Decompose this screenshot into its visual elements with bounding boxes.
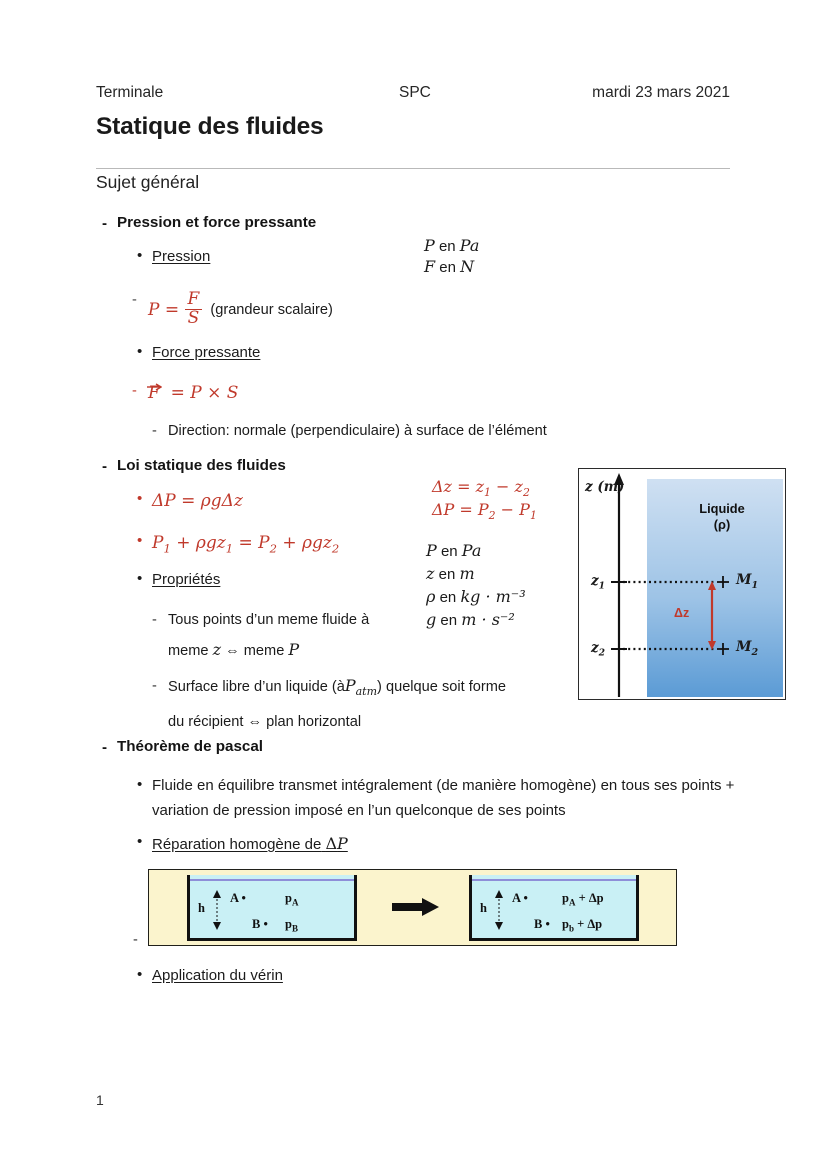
h-label-left: h <box>198 901 205 915</box>
dash-bullet-icon: - <box>102 215 108 232</box>
liquid-label: Liquide (ρ) <box>684 501 760 532</box>
unit-line: P en Pa <box>426 541 482 560</box>
vessel-right <box>469 875 639 941</box>
formula-force-row <box>132 383 239 403</box>
round-bullet-icon: • <box>137 570 143 587</box>
units-block-static-law <box>426 540 526 632</box>
subject-heading: Sujet général <box>96 172 200 192</box>
z-axis-label: z (m) <box>585 479 625 495</box>
subitem-reparation-homogene: • Réparation homogène de ΔP <box>137 833 348 853</box>
delta-z-label: Δz <box>674 606 690 620</box>
pascal-principle-figure <box>148 869 677 946</box>
header-subject: SPC <box>399 84 431 101</box>
m2-label: $M_2$ <box>736 639 759 658</box>
page-number: 1 <box>96 1092 104 1108</box>
liquid-density-label: (ρ) <box>713 517 731 532</box>
z-diagram-figure <box>578 468 786 700</box>
formula-force-definition: F = P × S <box>148 383 238 403</box>
round-bullet-icon: • <box>137 532 143 549</box>
page-title: Statique des fluides <box>96 113 324 140</box>
title-divider <box>96 168 730 169</box>
formula-static-law: $P_1 + \rho gz_1 = P_2 + \rho gz_2$ <box>152 533 340 556</box>
header-date: mardi 23 mars 2021 <box>592 84 730 101</box>
dash-bullet-icon: - <box>152 678 157 694</box>
formula-pressure-definition: P = $\frac{F}{S}$ <box>148 292 202 329</box>
pascal-statement: • Fluide en équilibre transmet intégralement (de manière homogène) en tous ses points + variation de pression imposé en l’un quelconque de ses points <box>152 773 742 823</box>
formula-delta-z-def: $\Delta z = z_1 - z_2$ <box>432 477 530 500</box>
transfer-arrow-icon <box>392 898 440 921</box>
dash-bullet-icon: - <box>102 739 108 756</box>
round-bullet-icon: • <box>137 343 143 360</box>
z1-label: $z_1$ <box>591 573 606 592</box>
vector-f-symbol: F <box>148 383 160 403</box>
point-b-right: B • <box>534 917 550 931</box>
h-label-right: h <box>480 901 487 915</box>
page-header <box>96 84 730 104</box>
subitem-pression: • Pression <box>137 247 211 265</box>
point-b-left: B • <box>252 917 268 931</box>
property-free-surface: - Surface libre d’un liquide $(àP_{atm})$ quelque soit forme du récipient ⇔ plan horizontal <box>168 671 568 737</box>
subitem-proprietes: • Propriétés <box>137 570 221 588</box>
subitem-application-verin: • Application du vérin <box>137 966 283 984</box>
section-heading-loi-statique: - Loi statique des fluides <box>102 457 286 475</box>
note-direction-row: - Direction: normale (perpendiculaire) à surface de l’élément <box>152 423 547 439</box>
pa-label-left: $p_A$ <box>285 891 299 908</box>
property-same-depth: - Tous points d’un meme fluide à meme z ⇔ meme P <box>168 605 418 666</box>
formula-static-law-row <box>137 532 340 556</box>
vector-arrow-icon <box>147 376 162 384</box>
height-arrow-right <box>492 889 506 931</box>
m1-label: $M_1$ <box>736 572 759 591</box>
round-bullet-icon: • <box>137 776 143 793</box>
round-bullet-icon: • <box>137 833 143 850</box>
formula-dp-row <box>137 490 243 511</box>
section-heading-pression: - Pression et force pressante <box>102 214 317 232</box>
pb-label-right: $p_b + \Delta p$ <box>562 917 603 934</box>
dash-bullet-icon: - <box>152 612 157 628</box>
header-class: Terminale <box>96 84 164 101</box>
liquid-surface-left <box>190 879 354 881</box>
units-block-pressure-force <box>424 236 479 278</box>
fraction-f-over-s <box>185 291 203 328</box>
round-bullet-icon: • <box>137 966 143 983</box>
pressure-scalar-note: (grandeur scalaire) <box>210 301 333 318</box>
z2-label: $z_2$ <box>591 640 606 659</box>
unit-line: P en Pa <box>424 236 480 255</box>
unit-line: F en N <box>424 257 475 276</box>
unit-line: ρ en kg · m⁻³ <box>426 587 526 606</box>
pa-label-right: $p_A + \Delta p$ <box>562 891 604 908</box>
liquid-surface-right <box>472 879 636 881</box>
formula-pressure-definition-row <box>132 289 333 329</box>
formula-delta-p: ΔP = ρgΔz <box>152 491 243 511</box>
fraction-numerator: F <box>187 289 200 309</box>
vessel-left <box>187 875 357 941</box>
formula-delta-p-def: $\Delta P = P_2 - P_1$ <box>432 500 537 523</box>
section-heading-pascal: - Théorème de pascal <box>102 738 264 756</box>
dash-bullet-icon: - <box>102 458 108 475</box>
unit-line: z en m <box>426 564 475 583</box>
unit-line: g en m · s⁻² <box>426 610 515 629</box>
point-a-left: A • <box>230 891 246 905</box>
subitem-force-pressante: • Force pressante <box>137 343 261 361</box>
round-bullet-icon: • <box>137 490 143 507</box>
dash-bullet-icon: - <box>132 383 137 399</box>
dash-bullet-icon: - <box>132 292 137 308</box>
dash-bullet-icon: - <box>152 423 157 439</box>
round-bullet-icon: • <box>137 247 143 264</box>
fraction-denominator: S <box>185 309 203 328</box>
pb-label-left: $p_B$ <box>285 917 298 934</box>
point-a-right: A • <box>512 891 528 905</box>
pascal-figure-dash-bullet: - <box>133 932 138 948</box>
height-arrow-left <box>210 889 224 931</box>
